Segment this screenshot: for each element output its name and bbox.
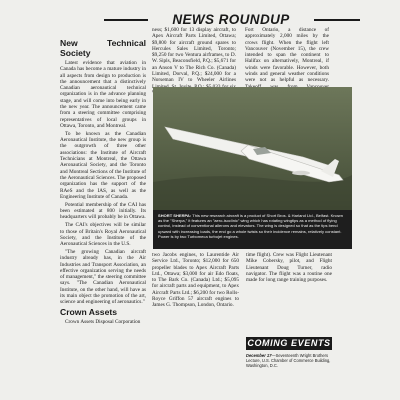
caption-lead: SHORT SHERPA: <box>158 213 192 218</box>
article-paragraph: time flight). Crew was Flight Lieutenant Mike Cobersky, pilot, and Flight Lieutenant Doug Turner, radio navigator. The flight was a routine one made for long range training purposes. <box>246 252 332 284</box>
headline-crown-assets: Crown Assets <box>60 307 117 318</box>
event-text: —Seventeenth Wright Brothers Lecture, U.S. Chamber of Commerce Building, Washington, D.C. <box>246 353 331 369</box>
event-item <box>246 353 332 368</box>
article-paragraph: Crown Assets Disposal Corporation <box>65 319 141 326</box>
masthead <box>104 12 360 28</box>
column-middle-bottom <box>152 252 239 309</box>
aircraft-photo <box>153 87 352 249</box>
event-date: December 17 <box>246 353 272 358</box>
article-paragraph: Fort Ontario, a distance of approximately 2,000 miles by the crows flight. When the flight left Vancouver (November 15), the crew intended to span the continent to Halifax on alternatively, Montreal, if winds were favorable. However, both winds and general weather conditions were not as helpful as necessary. <box>245 27 329 84</box>
masthead-title: NEWS ROUNDUP <box>172 12 290 27</box>
article-paragraph: The CAI's objectives will be similar to those of Britain's Royal Aeronautical Society, and the Institute of the Aeronautical Sciences in the U.S. <box>60 222 146 248</box>
article-paragraph: two Jacobs engines, to Laurentide Air Service Ltd., Toronto; $12,000 for 650 propeller blades to Apex Aircraft Parts Ltd., Ottawa; $3,000 for air Edo floats, to The Bark Co. (Canada) Ltd.; $5,095 for aircraft parts and equipment, to Apex Aircraft Parts Ltd.; $6,200 for two Rolls-Royce Griffon 57 aircraft engines to James G. Thompson, London, Ontario. <box>152 252 239 309</box>
article-paragraph: ness; $1,600 for 13 display aircraft, to Apex Aircraft Parts Limited, Ottawa; $9,800 for aircraft ground spares to Hercules Sales Limited, Toronto; $9,250 for two Ventura airframes, to D. W. Sipls, Beaconsfield, P.Q.; $5,671 for an Anson V to The Rich Co. (Canada) Limited, Dorval, P.Q.; $24,000 for a Norseman IV to Wheeler Airlines <box>152 27 236 84</box>
article-paragraph: "The growing Canadian aircraft industry already has, in the Air Industries and Transport Association, an effective organization serving the needs of management," the steering committee says. "The Canadian Aeronautical Institute, on the other hand, will have as its main object the promotion of the art, science and engineering of aeronautics." <box>60 248 146 306</box>
masthead-rule-right <box>314 19 360 21</box>
photo-caption <box>153 210 352 249</box>
coming-events-heading: COMING EVENTS <box>247 338 331 348</box>
article-paragraph: Latest evidence that aviation in Canada has become a mature industry in all aspects from design to production is the announcement that a distinctively Canadian aeronautical technical organization is in the advance planning stage, and will come into being early in the new year. The announcement came from a steering committee comprising representatives of local groups in Ottawa, Toronto, and Montreal. <box>60 60 146 129</box>
masthead-rule-left <box>104 19 148 21</box>
article-paragraph: Potential membership of the CAI has been estimated at 800 initially. Its headquarters will probably be in Ottawa. <box>60 201 146 221</box>
headline-new-technical-society: New Technical Society <box>60 38 146 58</box>
column-left <box>60 38 146 327</box>
article-paragraph: To be known as the Canadian Aeronautical Institute, the new group is the outgrowth of three other associations: the Institute of Aircraft Technicians at Montreal, the Ottawa Aeronautical Society, and the Toronto and Montreal Sections of the Institute of the Aeronautical Sciences. The proposed organization has the support of the RAeS and the IAS, as well as the Engineering Institute of Canada. <box>60 130 146 200</box>
caption-text: This new research aircraft is a product of Short Bros. & Harland Ltd., Belfast. Known as the "Sherpa," it features an "aero-isoclinic" wing which has rotating wingtips as a method of flying control, instead of conventional ailerons and elevators. The wing is designed so that as the tips bend upward with increasing loads, the end go a whole twists so their incidence remains, relatively constant. Power is by two Turbomeca turbojet engines. <box>158 213 343 239</box>
column-right-bottom <box>246 252 332 283</box>
aircraft-illustration <box>153 87 352 211</box>
